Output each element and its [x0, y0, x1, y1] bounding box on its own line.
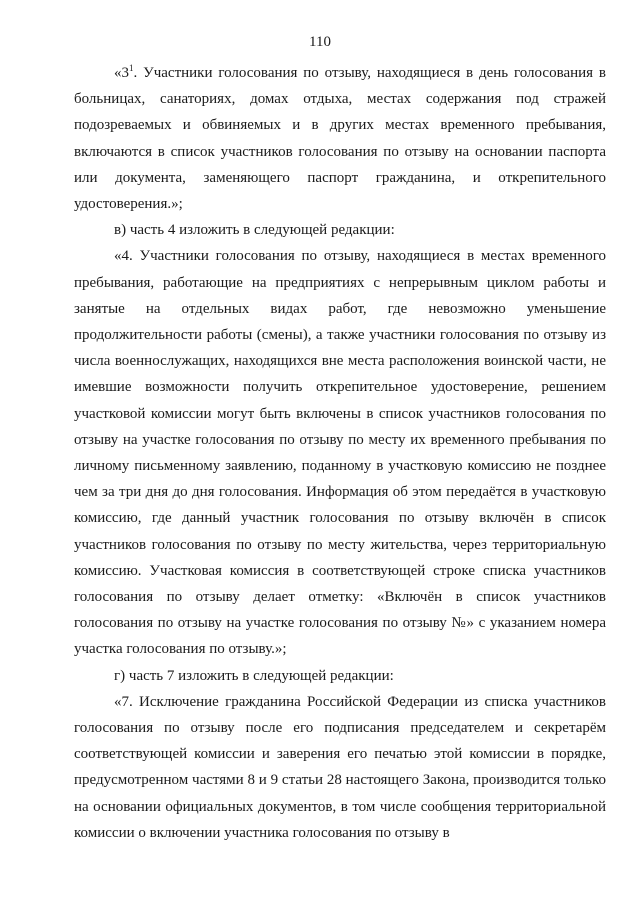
superscript-index: 1	[129, 63, 134, 73]
paragraph-item-g: г) часть 7 изложить в следующей редакции:	[114, 667, 394, 684]
paragraph-part-4: «4. Участники голосования по отзыву, находящиеся в местах временного пребывания, работающие на предприятиях с непрерывным циклом работы и занятые на отдельных видах работ, где невозможно уменьшение продолжительности работы (смены), а также участники голосования по отзыву из числа военнослужащих, находящихся вне места расположения воинской части, не имевшие возможности получить открепительное удостоверение, решением участковой комиссии могут быть включены в список участников голосования по отзыву на участке голосования по отзыву по месту их временного пребывания по личному письменному заявлению, поданному в участковую комиссию не позднее чем за три дня до дня голосования. Информация об этом передаётся в участковую комиссию, где данный участник голосования по отзыву включён в список участников голосования по отзыву по месту жительства, через территориальную комиссию. Участковая комиссия в соответствующей строке списка участников голосования по отзыву делает отметку: «Включён в список участников голосования по отзыву на участке голосования по отзыву №» с указанием номера участка голосования по отзыву.»;	[74, 248, 606, 658]
paragraph-part-7: «7. Исключение гражданина Российской Федерации из списка участников голосования по отзыву после его подписания председателем и секретарём соответствующей комиссии и заверения его печатью этой комиссии в порядке, предусмотренном частями 8 и 9 статьи 28 настоящего Закона, производится только на основании официальных документов, в том числе сообщения территориальной комиссии о включении участника голосования по отзыву в	[74, 693, 606, 841]
paragraph-prefix: «3	[114, 65, 129, 81]
document-body	[74, 60, 606, 846]
paragraph-text: . Участники голосования по отзыву, находящиеся в день голосования в больницах, санаториях, домах отдыха, местах содержания под стражей подозреваемых и обвиняемых и в других местах временного пребывания, включаются в список участников голосования по отзыву на основании паспорта или документа, заменяющего паспорт гражданина, и открепительного удостоверения.»;	[74, 65, 606, 213]
paragraph-item-v: в) часть 4 изложить в следующей редакции:	[114, 222, 395, 239]
page-number: 110	[309, 34, 331, 50]
paragraph-part-3-1	[74, 60, 606, 217]
